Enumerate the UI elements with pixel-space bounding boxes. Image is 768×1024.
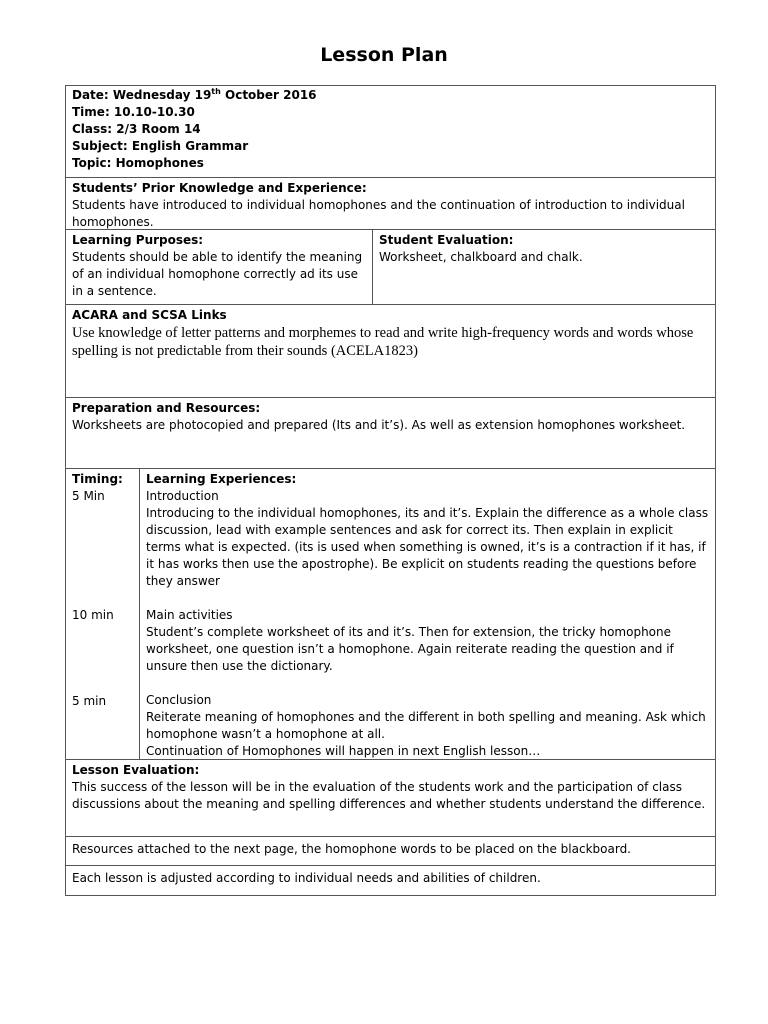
topic-line: Topic: Homophones — [72, 156, 204, 170]
conclusion-title: Conclusion — [146, 693, 212, 707]
timing-column — [66, 469, 140, 759]
preparation-heading: Preparation and Resources: — [72, 401, 261, 415]
header-cell — [66, 86, 715, 174]
experiences-heading: Learning Experiences: — [146, 472, 297, 486]
adjust-note-row — [66, 866, 715, 895]
student-evaluation-heading: Student Evaluation: — [379, 233, 514, 247]
page-title: Lesson Plan — [320, 44, 448, 66]
timing-main: 10 min — [72, 608, 114, 622]
prior-heading: Students’ Prior Knowledge and Experience: — [72, 181, 367, 195]
subject-line: Subject: English Grammar — [72, 139, 249, 153]
intro-text: Introducing to the individual homophones, its and it’s. Explain the difference as a whole class discussion, lead with example sentences and ask for correct its. Then explain in explicit terms what is expected. (its is used when something is owned, it’s is a contraction if it has, if it has works then use the apostrophe). Be explicit on students reading the questions before they answer — [146, 506, 709, 588]
timing-heading: Timing: — [72, 472, 123, 486]
header-row — [66, 86, 715, 178]
timing-conclusion: 5 min — [72, 694, 107, 708]
lesson-evaluation-text: This success of the lesson will be in the evaluation of the students work and the participation of class discussions about the meaning and spelling differences and whether students understand the difference. — [72, 780, 706, 811]
main-title: Main activities — [146, 608, 233, 622]
class-line: Class: 2/3 Room 14 — [72, 122, 201, 136]
preparation-text: Worksheets are photocopied and prepared (Its and it’s). As well as extension homophones worksheet. — [72, 418, 686, 432]
acara-heading: ACARA and SCSA Links — [72, 308, 227, 322]
purposes-cell — [66, 230, 373, 304]
time-line: Time: 10.10-10.30 — [72, 105, 195, 119]
conclusion-text: Reiterate meaning of homophones and the different in both spelling and meaning. Ask which homophone wasn’t a homophone at all. — [146, 710, 706, 741]
lesson-plan-table — [65, 85, 716, 896]
intro-title: Introduction — [146, 489, 219, 503]
lesson-evaluation-row — [66, 760, 715, 837]
prior-text: Students have introduced to individual homophones and the continuation of introduction to individual homophones. — [72, 198, 685, 229]
date-line: Date: Wednesday 19th October 2016 — [72, 87, 317, 102]
student-evaluation-text: Worksheet, chalkboard and chalk. — [379, 250, 583, 264]
main-text: Student’s complete worksheet of its and it’s. Then for extension, the tricky homophone worksheet, one question isn’t a homophone. Again reiterate reading the question and if unsure then use the dictionary. — [146, 625, 674, 673]
timing-intro: 5 Min — [72, 489, 105, 503]
lesson-evaluation-heading: Lesson Evaluation: — [72, 763, 200, 777]
resources-note-row — [66, 837, 715, 866]
student-evaluation-cell — [373, 230, 715, 304]
purposes-text: Students should be able to identify the meaning of an individual homophone correctly ad its use in a sentence. — [72, 250, 363, 298]
experiences-column — [140, 469, 715, 759]
prior-knowledge-row — [66, 178, 715, 230]
adjust-note: Each lesson is adjusted according to individual needs and abilities of children. — [72, 871, 541, 885]
acara-row — [66, 305, 715, 398]
preparation-row — [66, 398, 715, 469]
conclusion-text-2: Continuation of Homophones will happen in next English lesson… — [146, 744, 541, 758]
purposes-heading: Learning Purposes: — [72, 233, 204, 247]
learning-experiences-row — [66, 469, 715, 760]
purposes-row — [66, 230, 715, 305]
acara-text: Use knowledge of letter patterns and morphemes to read and write high-frequency words and words whose spelling is not predictable from their sounds (ACELA1823) — [72, 325, 694, 359]
resources-note: Resources attached to the next page, the homophone words to be placed on the blackboard. — [72, 842, 631, 856]
